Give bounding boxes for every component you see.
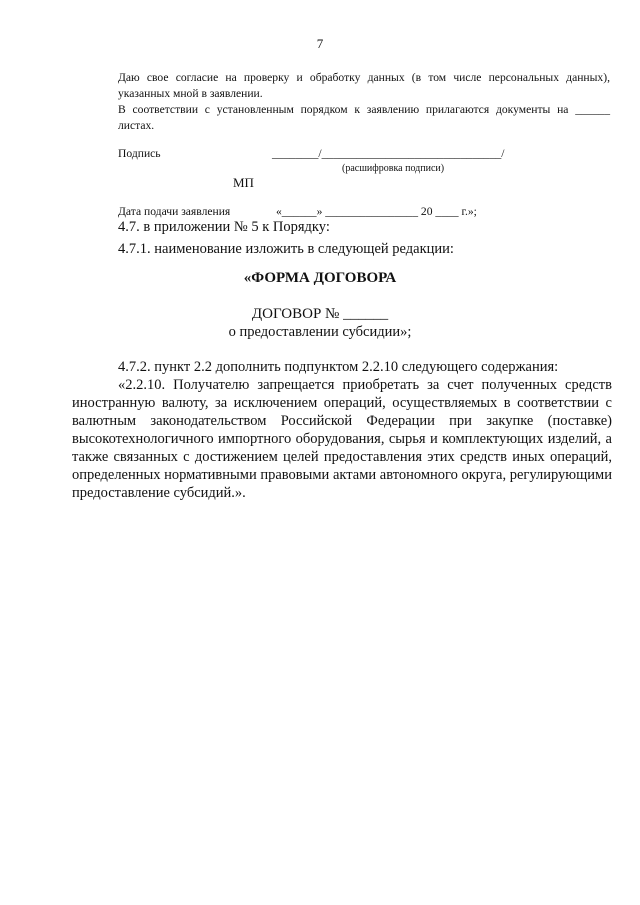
stamp-label: МП xyxy=(233,175,254,190)
signature-caption: (расшифровка подписи) xyxy=(342,163,445,174)
item-4-7-1: 4.7.1. наименование изложить в следующей редакции: xyxy=(118,241,454,257)
date-label: Дата подачи заявления xyxy=(118,205,231,218)
item-4-7-2: 4.7.2. пункт 2.2 дополнить подпунктом 2.2.10 следующего содержания: xyxy=(118,359,559,375)
date-value: «______» ________________ 20 ____ г.»; xyxy=(276,205,477,218)
page-number: 7 xyxy=(316,36,324,51)
quoted-subclause-text: «2.2.10. Получателю запрещается приобретать за счет полученных средств иностранную валюту, за исключением операций, осуществляемых в соответствии с валютным законодательством Российской Федерации при закупке (поставке) высокотехнологичного импортного оборудования, сырья и комплектующих изделий, а также связанных с достижением целей предоставления этих средств иных операций, определенных нормативными правовыми актами автономного округа, регулирующими предоставление субсидий.». xyxy=(72,377,612,501)
quoted-subclause xyxy=(72,376,612,502)
consent-paragraph: Даю свое согласие на проверку и обработку данных (в том числе персональных данных), указанных мной в заявлении. xyxy=(118,71,610,100)
signature-line: ________/_______________________________/ xyxy=(272,147,505,160)
contract-title: ДОГОВОР № ______ xyxy=(251,306,389,322)
form-title: «ФОРМА ДОГОВОРА xyxy=(243,270,397,286)
signature-label: Подпись xyxy=(118,147,161,160)
contract-subtitle: о предоставлении субсидии»; xyxy=(228,324,412,340)
item-4-7: 4.7. в приложении № 5 к Порядку: xyxy=(118,219,330,235)
attachment-paragraph: В соответствии с установленным порядком к заявлению прилагаются документы на ______ листах. xyxy=(118,103,610,132)
